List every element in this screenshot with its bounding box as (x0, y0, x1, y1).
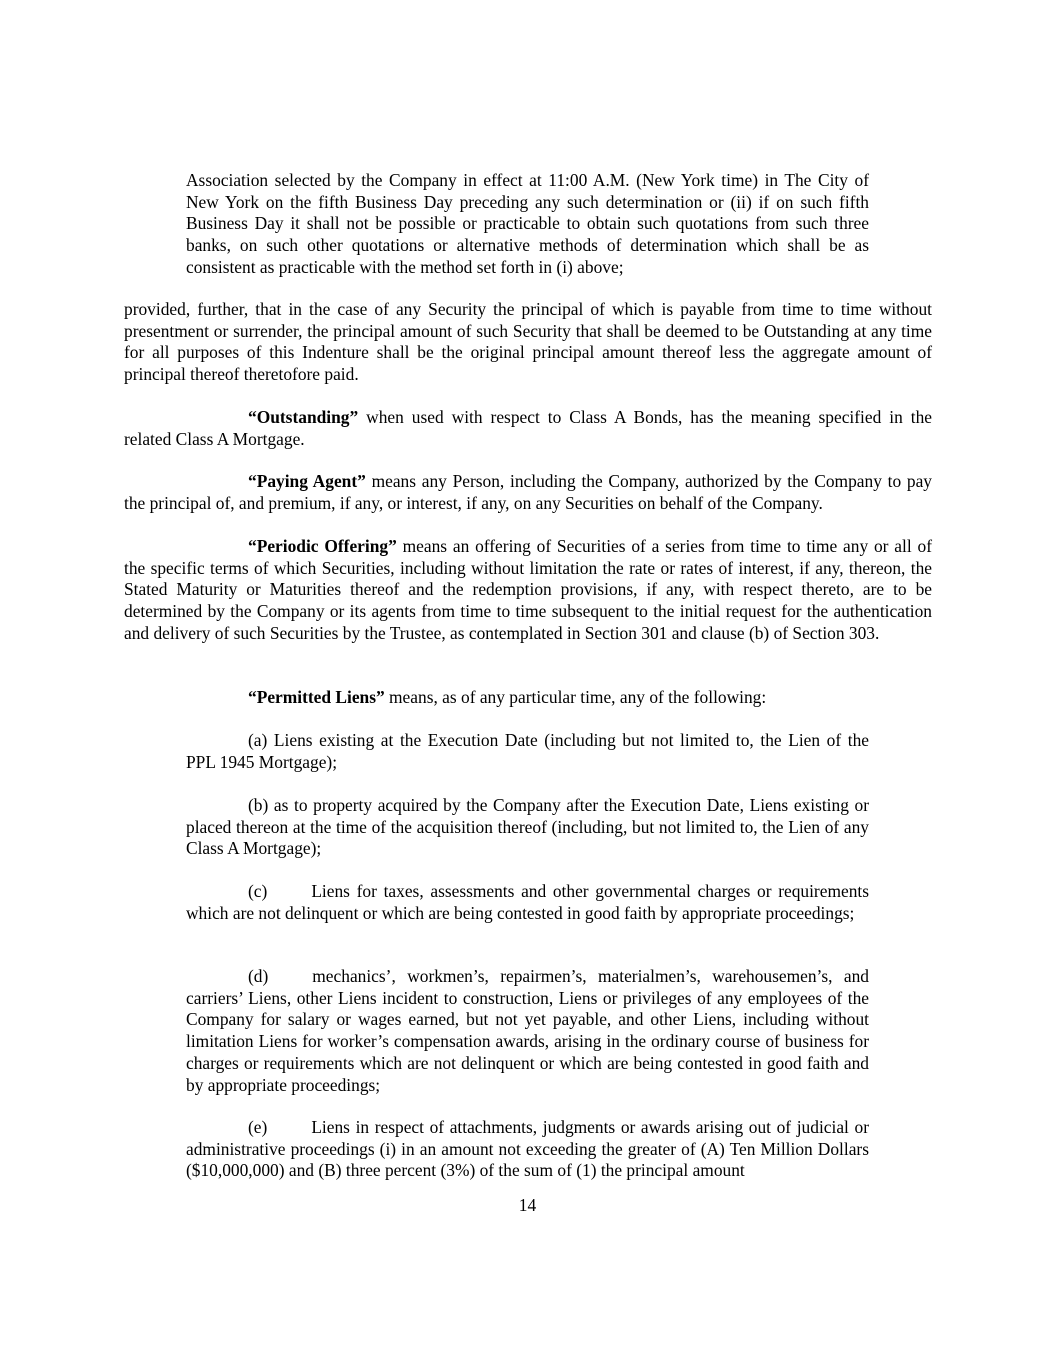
clause-c (186, 881, 869, 924)
definition-periodic-offering (124, 536, 932, 645)
definition-permitted-liens-text: means, as of any particular time, any of the following: (384, 687, 767, 707)
clause-e (186, 1117, 869, 1182)
term-paying-agent: “Paying Agent” (248, 471, 366, 491)
continued-paragraph: Association selected by the Company in effect at 11:00 A.M. (New York time) in The City of New York on the fifth Business Day preceding any such determination or (ii) if on such fifth Business Day it shall not be possible or practicable to obtain such quotations from such three banks, on such other quotations or alternative methods of determination which shall be as consistent as practicable with the method set forth in (i) above; (186, 170, 869, 277)
clause-c-label: (c) (248, 881, 268, 901)
definition-periodic-offering-text: means an offering of Securities of a series from time to time any or all of the specific terms of which Securities, including without limitation the rate or rates of interest, if any, thereon, the Stated Maturity or Maturities thereof and the redemption provisions, if any, with respect thereto, are to be determined by the Company or its agents from time to time subsequent to the initial request for the authentication and delivery of such Securities by the Trustee, as contemplated in Section 301 and clause (b) of Section 303. (124, 536, 932, 643)
clause-c-text: Liens for taxes, assessments and other governmental charges or requirements which are not delinquent or which are being contested in good faith by appropriate proceedings; (186, 881, 869, 923)
page-number: 14 (518, 1195, 537, 1215)
clause-e-label: (e) (248, 1117, 268, 1137)
clause-d-label: (d) (248, 966, 269, 986)
clause-d-text: mechanics’, workmen’s, repairmen’s, materialmen’s, warehousemen’s, and carriers’ Liens, other Liens incident to construction, Liens or privileges of any employees of the Company for salary or wages earned, but not yet payable, and other Liens, including without limitation Liens for worker’s compensation awards, arising in the ordinary course of business for charges or requirements which are not delinquent or which are being contested in good faith and by appropriate proceedings; (186, 966, 869, 1095)
proviso-paragraph: provided, further, that in the case of any Security the principal of which is payable from time to time without presentment or surrender, the principal amount of such Security that shall be deemed to be Outstanding at any time for all purposes of this Indenture shall be the original principal amount thereof less the aggregate amount of principal thereof theretofore paid. (124, 299, 932, 385)
term-periodic-offering: “Periodic Offering” (248, 536, 397, 556)
definition-permitted-liens (124, 687, 932, 709)
term-permitted-liens: “Permitted Liens” (248, 687, 385, 707)
clause-d (186, 966, 869, 1096)
clause-e-text: Liens in respect of attachments, judgments or awards arising out of judicial or administrative proceedings (i) in an amount not exceeding the greater of (A) Ten Million Dollars ($10,000,000) and (B) three percent (3%) of the sum of (1) the principal amount (186, 1117, 869, 1181)
definition-outstanding-text: when used with respect to Class A Bonds, has the meaning specified in the related Class A Mortgage. (124, 407, 932, 449)
definition-paying-agent (124, 471, 932, 514)
definition-outstanding (124, 407, 932, 450)
definition-paying-agent-text: means any Person, including the Company, authorized by the Company to pay the principal of, and premium, if any, or interest, if any, on any Securities on behalf of the Company. (124, 471, 932, 513)
clause-b: (b) as to property acquired by the Company after the Execution Date, Liens existing or placed thereon at the time of the acquisition thereof (including, but not limited to, the Lien of any Class A Mortgage); (186, 795, 869, 859)
term-outstanding: “Outstanding” (248, 407, 359, 427)
clause-a: (a) Liens existing at the Execution Date (including but not limited to, the Lien of the PPL 1945 Mortgage); (186, 730, 869, 772)
